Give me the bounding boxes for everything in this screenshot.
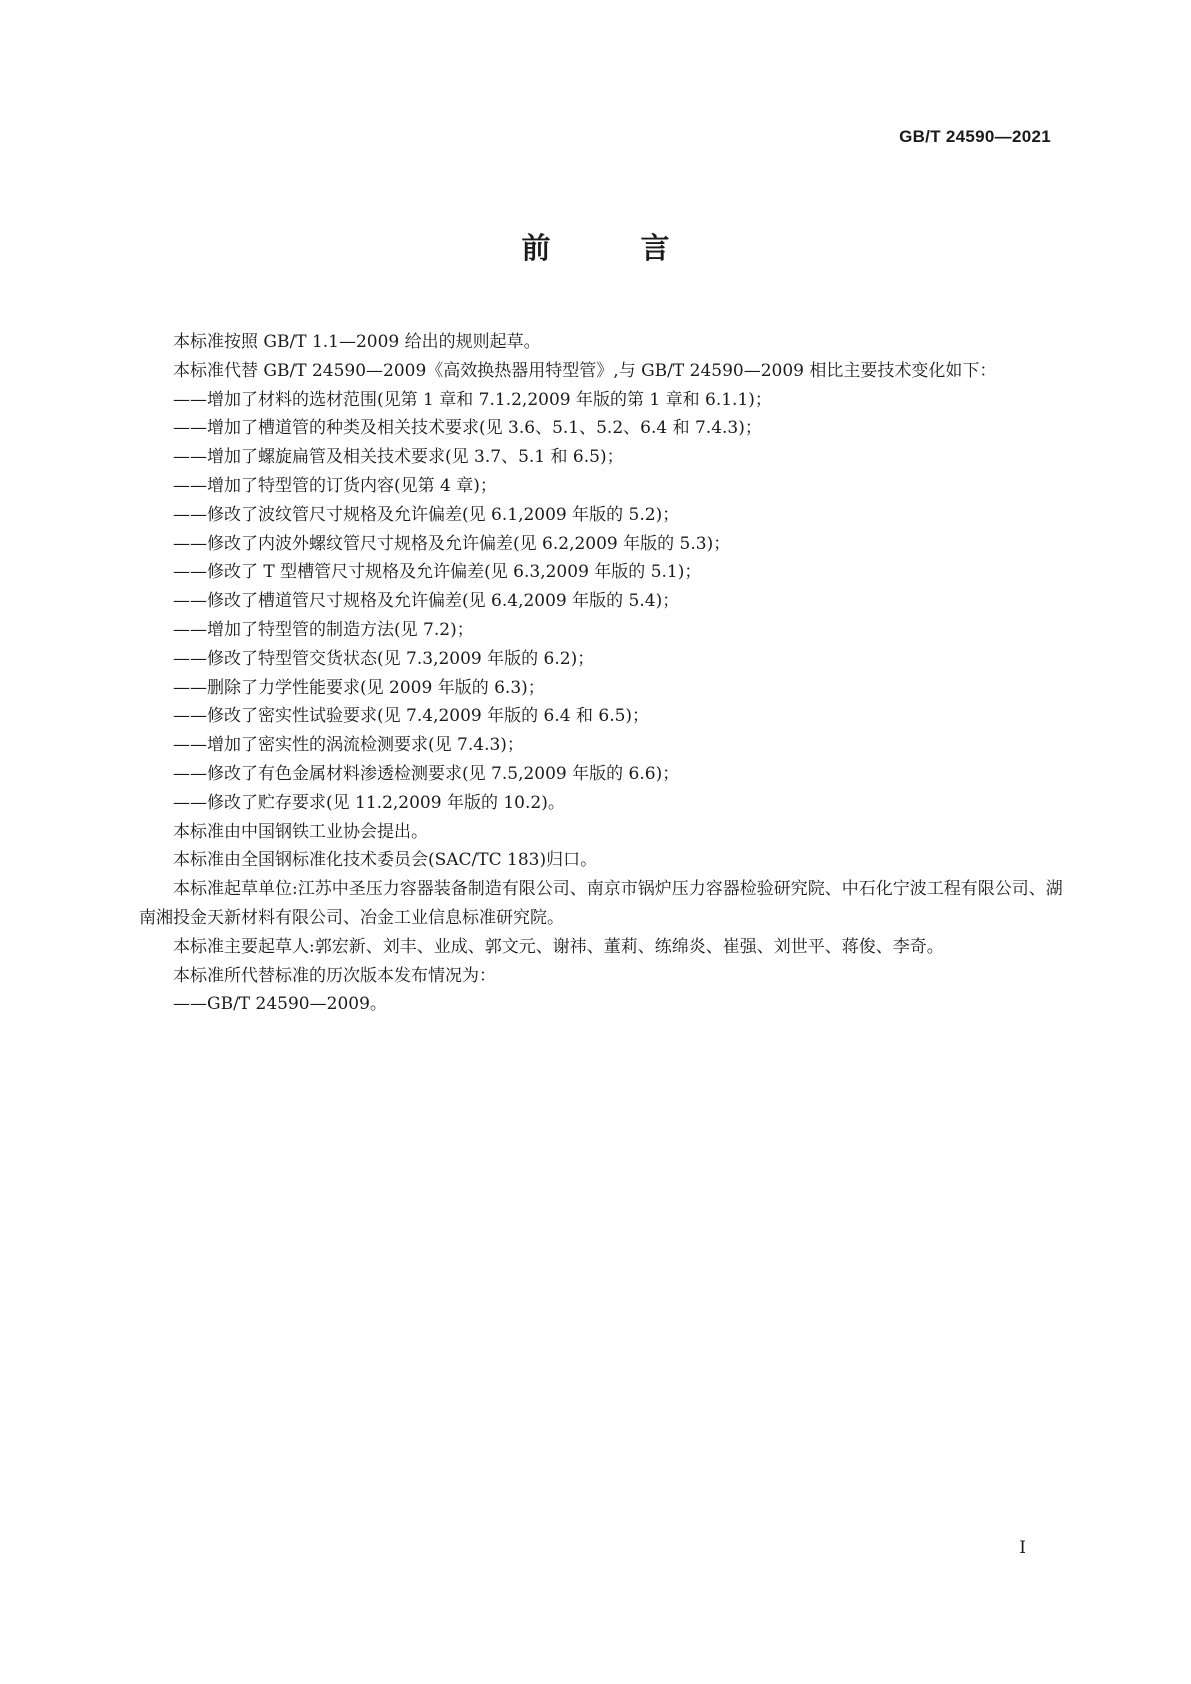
change-list-item: ——修改了有色金属材料渗透检测要求(见 7.5,2009 年版的 6.6)； (173, 763, 680, 784)
change-list-item: ——修改了内波外螺纹管尺寸规格及允许偏差(见 6.2,2009 年版的 5.3)； (173, 533, 731, 554)
change-list-item: ——修改了特型管交货状态(见 7.3,2009 年版的 6.2)； (173, 648, 595, 669)
standard-number-header: GB/T 24590—2021 (899, 127, 1051, 146)
page-number: I (1019, 1538, 1026, 1558)
closing-paragraph: 本标准所代替标准的历次版本发布情况为： (173, 965, 496, 986)
closing-paragraph: 本标准主要起草人:郭宏新、刘丰、业成、郭文元、谢祎、董莉、练绵炎、崔强、刘世平、蒋俊、李奇。 (173, 936, 944, 957)
change-list-item: ——修改了密实性试验要求(见 7.4,2009 年版的 6.4 和 6.5)； (173, 706, 650, 727)
change-list-item: ——修改了波纹管尺寸规格及允许偏差(见 6.1,2009 年版的 5.2)； (173, 504, 680, 525)
change-list-item: ——修改了贮存要求(见 11.2,2009 年版的 10.2)。 (173, 792, 565, 813)
intro-paragraph: 本标准代替 GB/T 24590—2009《高效换热器用特型管》,与 GB/T 24590—2009 相比主要技术变化如下： (173, 360, 997, 381)
change-list-item: ——增加了特型管的订货内容(见第 4 章)； (173, 475, 497, 496)
change-list-item: ——修改了 T 型槽管尺寸规格及允许偏差(见 6.3,2009 年版的 5.1)； (173, 562, 702, 583)
closing-paragraph: 本标准起草单位:江苏中圣压力容器装备制造有限公司、南京市锅炉压力容器检验研究院、中石化宁波工程有限公司、湖南湘投金天新材料有限公司、冶金工业信息标准研究院。 (139, 879, 1063, 928)
change-list-item: ——删除了力学性能要求(见 2009 年版的 6.3)； (173, 677, 545, 698)
closing-paragraph: 本标准由全国钢标准化技术委员会(SAC/TC 183)归口。 (173, 850, 598, 871)
change-list-item: ——增加了特型管的制造方法(见 7.2)； (173, 619, 474, 640)
change-list-item: ——修改了槽道管尺寸规格及允许偏差(见 6.4,2009 年版的 5.4)； (173, 591, 680, 612)
change-list-item: ——增加了密实性的涡流检测要求(见 7.4.3)； (173, 735, 524, 756)
foreword-body (139, 328, 1064, 1019)
change-list-item: ——增加了槽道管的种类及相关技术要求(见 3.6、5.1、5.2、6.4 和 7.4.3)； (173, 418, 762, 439)
change-list-item: ——增加了螺旋扁管及相关技术要求(见 3.7、5.1 和 6.5)； (173, 447, 624, 468)
closing-paragraph: 本标准由中国钢铁工业协会提出。 (173, 821, 428, 842)
page-title: 前 言 (521, 231, 710, 265)
history-list-item: ——GB/T 24590—2009。 (173, 994, 387, 1015)
change-list-item: ——增加了材料的选材范围(见第 1 章和 7.1.2,2009 年版的第 1 章和 6.1.1)； (173, 389, 772, 410)
intro-paragraph: 本标准按照 GB/T 1.1—2009 给出的规则起草。 (173, 332, 541, 352)
